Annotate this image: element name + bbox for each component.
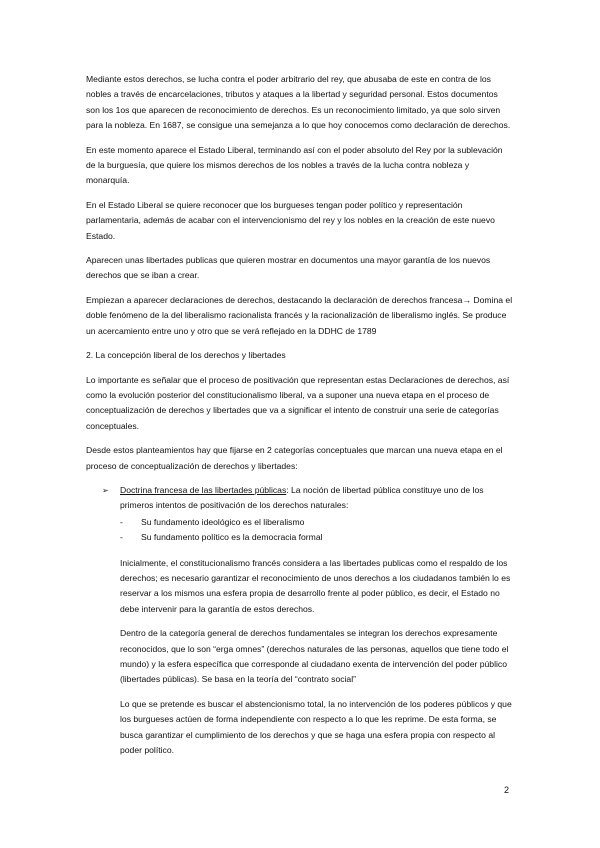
paragraph: Desde estos planteamientos hay que fijarse en 2 categorías conceptuales que marcan una nueva etapa en el proceso de conceptualización de derechos y libertades:: [86, 445, 503, 471]
paragraph: Lo importante es señalar que el proceso de positivación que representan estas Declaraciones de derechos, así como la evolución posterior del constitucionalismo liberal, va a suponer una nueva etapa en el proceso de conceptualización de derechos y libertades que va a significar el intento de construir una serie de categorías conceptuales.: [86, 374, 510, 431]
paragraph: Aparecen unas libertades publicas que quieren mostrar en documentos una mayor garantía de los nuevos derechos que se iban a crear.: [86, 255, 491, 281]
bullet-title: Doctrina francesa de las libertades públicas: [120, 484, 287, 495]
indented-paragraph: Lo que se pretende es buscar el abstencionismo total, la no intervención de los poderes públicos y que los burgueses actúen de forma independiente con respecto a lo que les reprime. De esta forma, se busca garantizar el cumplimiento de los derechos y que se haga una esfera propia con respecto al poder político.: [120, 698, 512, 756]
list-item: [86, 530, 514, 545]
list-item-text: Su fundamento político es la democracia formal: [141, 532, 323, 543]
paragraph: En el Estado Liberal se quiere reconocer que los burgueses tengan poder político y representación parlamentaria, además de acabar con el intervencionismo del rey y los nobles en la creación de este nuevo Estado.: [86, 199, 495, 241]
paragraph: Empiezan a aparecer declaraciones de derechos, destacando la declaración de derechos francesa→ Domina el doble fenómeno de la del liberalismo racionalista francés y la racionalización de liberalismo inglés. Se produce un acercamiento entre uno y otro que se verá reflejado en la DDHC de 1789: [86, 294, 513, 336]
section-heading: 2. La concepción liberal de los derechos y libertades: [86, 350, 286, 361]
indented-paragraph: Inicialmente, el constitucionalismo francés considera a las libertades publicas como el respaldo de los derechos; es necesario garantizar el reconocimiento de unos derechos a los ciudadanos también lo es reservar a los mismos una esfera propia de desarrollo frente al poder público, es decir, el Estado no debe intervenir para la garantía de estos derechos.: [120, 557, 511, 614]
bullet-text: : La noción de libertad pública constituye uno de los primeros intentos de positivación de los derechos naturales:: [120, 484, 484, 511]
page-number: 2: [504, 785, 510, 795]
paragraph: Mediante estos derechos, se lucha contra el poder arbitrario del rey, que abusaba de este en contra de los nobles a través de encarcelaciones, tributos y ataques a la libertad y seguridad personal. Estos documentos son los 1os que aparecen de reconocimiento de derechos. Es un reconocimiento limitado, ya que solo sirven para la nobleza. En 1687, se consigue una semejanza a lo que hoy conocemos como declaración de derechos.: [86, 74, 511, 131]
bullet-item: [86, 483, 514, 514]
paragraph: En este momento aparece el Estado Liberal, terminando así con el poder absoluto del Rey por la sublevación de la burguesía, que quiere los mismos derechos de los nobles a través de la lucha contra nobleza y monarquía.: [86, 144, 503, 186]
indented-paragraph: Dentro de la categoría general de derechos fundamentales se integran los derechos expresamente reconocidos, que lo son “erga omnes” (derechos naturales de las personas, aquellos que tiene todo el mundo) y la esfera específica que corresponde al ciudadano exenta de intervención del poder público (libertades públicas). Se basa en la teoría del “contrato social”: [120, 628, 509, 685]
dash-list: [86, 515, 514, 546]
list-item-text: Su fundamento ideológico es el liberalismo: [141, 516, 305, 527]
dash-marker: -: [120, 516, 123, 527]
document-body: [86, 72, 514, 767]
list-item: [86, 515, 514, 530]
arrow-bullet-icon: ➢: [102, 485, 109, 495]
dash-marker: -: [120, 532, 123, 543]
